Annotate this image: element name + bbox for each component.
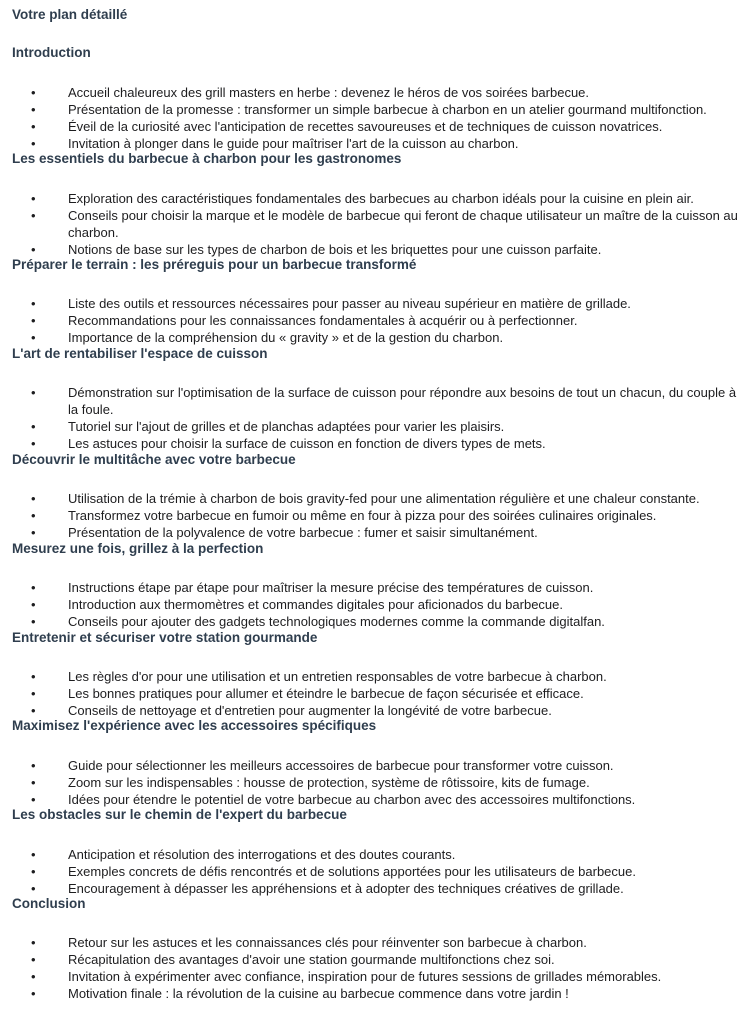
bullet-icon: • bbox=[31, 191, 36, 206]
bullet-icon: • bbox=[31, 986, 36, 1001]
list-item bbox=[0, 880, 750, 897]
list-item bbox=[0, 241, 750, 258]
bullet-icon: • bbox=[31, 313, 36, 328]
list-item bbox=[0, 435, 750, 452]
list-item-text: Les astuces pour choisir la surface de cuisson en fonction de divers types de mets. bbox=[68, 436, 546, 451]
bullet-icon: • bbox=[31, 85, 36, 100]
bullet-icon: • bbox=[31, 208, 36, 223]
list-item bbox=[0, 596, 750, 613]
section-heading: Maximisez l'expérience avec les accessoires spécifiques bbox=[12, 718, 377, 733]
bullet-icon: • bbox=[31, 614, 36, 629]
list-item-text: Tutoriel sur l'ajout de grilles et de planchas adaptées pour varier les plaisirs. bbox=[68, 419, 505, 434]
bullet-icon: • bbox=[31, 597, 36, 612]
bullet-icon: • bbox=[31, 703, 36, 718]
list-item-text: Recommandations pour les connaissances fondamentales à acquérir ou à perfectionner. bbox=[68, 313, 578, 328]
list-item bbox=[0, 524, 750, 541]
bullet-icon: • bbox=[31, 491, 36, 506]
list-item bbox=[0, 190, 750, 207]
list-item bbox=[0, 84, 750, 101]
list-item-text: Invitation à expérimenter avec confiance, inspiration pour de futures sessions de grillades mémorables. bbox=[68, 969, 662, 984]
bullet-icon: • bbox=[31, 419, 36, 434]
list-item-text: Encouragement à dépasser les appréhensions et à adopter des techniques créatives de grillade. bbox=[68, 881, 624, 896]
list-item-text: Zoom sur les indispensables : housse de protection, système de rôtissoire, kits de fumage. bbox=[68, 775, 590, 790]
document-title: Votre plan détaillé bbox=[12, 7, 128, 22]
list-item bbox=[0, 118, 750, 135]
list-item bbox=[0, 579, 750, 596]
list-item bbox=[0, 418, 750, 435]
bullet-icon: • bbox=[31, 847, 36, 862]
list-item bbox=[0, 774, 750, 791]
list-item bbox=[0, 490, 750, 507]
list-item bbox=[0, 101, 750, 118]
bullet-list bbox=[0, 934, 750, 1002]
section-heading: Préparer le terrain : les préreguis pour un barbecue transformé bbox=[12, 257, 417, 272]
list-item-text: Les règles d'or pour une utilisation et un entretien responsables de votre barbecue à charbon. bbox=[68, 669, 607, 684]
bullet-icon: • bbox=[31, 686, 36, 701]
list-item-text: Instructions étape par étape pour maîtriser la mesure précise des températures de cuisson. bbox=[68, 580, 594, 595]
section-heading: Les obstacles sur le chemin de l'expert du barbecue bbox=[12, 807, 347, 822]
list-item bbox=[0, 295, 750, 312]
list-item bbox=[0, 384, 750, 418]
bullet-icon: • bbox=[31, 525, 36, 540]
list-item-text: Importance de la compréhension du « gravity » et de la gestion du charbon. bbox=[68, 330, 504, 345]
list-item-text: Utilisation de la trémie à charbon de bois gravity-fed pour une alimentation régulière et une chaleur constante. bbox=[68, 491, 700, 506]
bullet-icon: • bbox=[31, 136, 36, 151]
bullet-list bbox=[0, 190, 750, 258]
bullet-list bbox=[0, 84, 750, 152]
list-item-text: Exploration des caractéristiques fondamentales des barbecues au charbon idéals pour la cuisine en plein air. bbox=[68, 191, 694, 206]
bullet-list bbox=[0, 846, 750, 897]
list-item bbox=[0, 685, 750, 702]
bullet-icon: • bbox=[31, 102, 36, 117]
list-item-text: Guide pour sélectionner les meilleurs accessoires de barbecue pour transformer votre cuisson. bbox=[68, 758, 614, 773]
list-item-text: Conseils pour ajouter des gadgets technologiques modernes comme la commande digitalfan. bbox=[68, 614, 605, 629]
bullet-icon: • bbox=[31, 864, 36, 879]
bullet-icon: • bbox=[31, 758, 36, 773]
list-item-text: Accueil chaleureux des grill masters en herbe : devenez le héros de vos soirées barbecue. bbox=[68, 85, 590, 100]
list-item bbox=[0, 968, 750, 985]
list-item bbox=[0, 934, 750, 951]
list-item bbox=[0, 757, 750, 774]
list-item-text: Présentation de la promesse : transformer un simple barbecue à charbon en un atelier gourmand multifonction. bbox=[68, 102, 707, 117]
bullet-icon: • bbox=[31, 775, 36, 790]
bullet-icon: • bbox=[31, 436, 36, 451]
list-item-text: Les bonnes pratiques pour allumer et éteindre le barbecue de façon sécurisée et efficace. bbox=[68, 686, 584, 701]
section-heading: L'art de rentabiliser l'espace de cuisson bbox=[12, 346, 268, 361]
list-item bbox=[0, 312, 750, 329]
list-item-text: Liste des outils et ressources nécessaires pour passer au niveau supérieur en matière de grillade. bbox=[68, 296, 631, 311]
list-item-text: Démonstration sur l'optimisation de la surface de cuisson pour répondre aux besoins de tout un chacun, du couple à la foule. bbox=[68, 385, 737, 417]
section-heading: Entretenir et sécuriser votre station gourmande bbox=[12, 630, 318, 645]
list-item bbox=[0, 613, 750, 630]
section-heading: Introduction bbox=[12, 45, 91, 60]
list-item bbox=[0, 668, 750, 685]
bullet-icon: • bbox=[31, 881, 36, 896]
list-item bbox=[0, 329, 750, 346]
list-item-text: Anticipation et résolution des interrogations et des doutes courants. bbox=[68, 847, 456, 862]
section-heading: Les essentiels du barbecue à charbon pour les gastronomes bbox=[12, 151, 402, 166]
bullet-icon: • bbox=[31, 508, 36, 523]
bullet-list bbox=[0, 295, 750, 346]
list-item bbox=[0, 985, 750, 1002]
bullet-icon: • bbox=[31, 296, 36, 311]
list-item-text: Invitation à plonger dans le guide pour maîtriser l'art de la cuisson au charbon. bbox=[68, 136, 519, 151]
section-heading: Mesurez une fois, grillez à la perfection bbox=[12, 541, 264, 556]
bullet-list bbox=[0, 579, 750, 630]
bullet-list bbox=[0, 384, 750, 452]
bullet-icon: • bbox=[31, 385, 36, 400]
list-item bbox=[0, 507, 750, 524]
bullet-icon: • bbox=[31, 119, 36, 134]
bullet-icon: • bbox=[31, 330, 36, 345]
list-item-text: Exemples concrets de défis rencontrés et de solutions apportées pour les utilisateurs de barbecue. bbox=[68, 864, 636, 879]
bullet-icon: • bbox=[31, 952, 36, 967]
list-item bbox=[0, 791, 750, 808]
bullet-list bbox=[0, 668, 750, 719]
bullet-list bbox=[0, 757, 750, 808]
section-heading: Conclusion bbox=[12, 896, 86, 911]
list-item-text: Retour sur les astuces et les connaissances clés pour réinventer son barbecue à charbon. bbox=[68, 935, 587, 950]
list-item bbox=[0, 951, 750, 968]
list-item-text: Présentation de la polyvalence de votre barbecue : fumer et saisir simultanément. bbox=[68, 525, 538, 540]
list-item bbox=[0, 846, 750, 863]
bullet-icon: • bbox=[31, 969, 36, 984]
list-item-text: Éveil de la curiosité avec l'anticipation de recettes savoureuses et de techniques de cuisson novatrices. bbox=[68, 119, 663, 134]
bullet-icon: • bbox=[31, 242, 36, 257]
bullet-icon: • bbox=[31, 669, 36, 684]
list-item-text: Transformez votre barbecue en fumoir ou même en four à pizza pour des soirées culinaires originales. bbox=[68, 508, 657, 523]
bullet-icon: • bbox=[31, 792, 36, 807]
list-item-text: Récapitulation des avantages d'avoir une station gourmande multifonctions chez soi. bbox=[68, 952, 555, 967]
bullet-list bbox=[0, 490, 750, 541]
section-heading: Découvrir le multitâche avec votre barbecue bbox=[12, 452, 296, 467]
list-item-text: Introduction aux thermomètres et commandes digitales pour aficionados du barbecue. bbox=[68, 597, 564, 612]
list-item-text: Notions de base sur les types de charbon de bois et les briquettes pour une cuisson parfaite. bbox=[68, 242, 602, 257]
list-item-text: Idées pour étendre le potentiel de votre barbecue au charbon avec des accessoires multifonctions. bbox=[68, 792, 636, 807]
list-item bbox=[0, 207, 750, 241]
list-item bbox=[0, 135, 750, 152]
list-item-text: Conseils pour choisir la marque et le modèle de barbecue qui feront de chaque utilisateur un maître de la cuisson au charbon. bbox=[68, 208, 738, 240]
bullet-icon: • bbox=[31, 580, 36, 595]
list-item-text: Conseils de nettoyage et d'entretien pour augmenter la longévité de votre barbecue. bbox=[68, 703, 552, 718]
bullet-icon: • bbox=[31, 935, 36, 950]
list-item bbox=[0, 863, 750, 880]
list-item bbox=[0, 702, 750, 719]
list-item-text: Motivation finale : la révolution de la cuisine au barbecue commence dans votre jardin ! bbox=[68, 986, 569, 1001]
